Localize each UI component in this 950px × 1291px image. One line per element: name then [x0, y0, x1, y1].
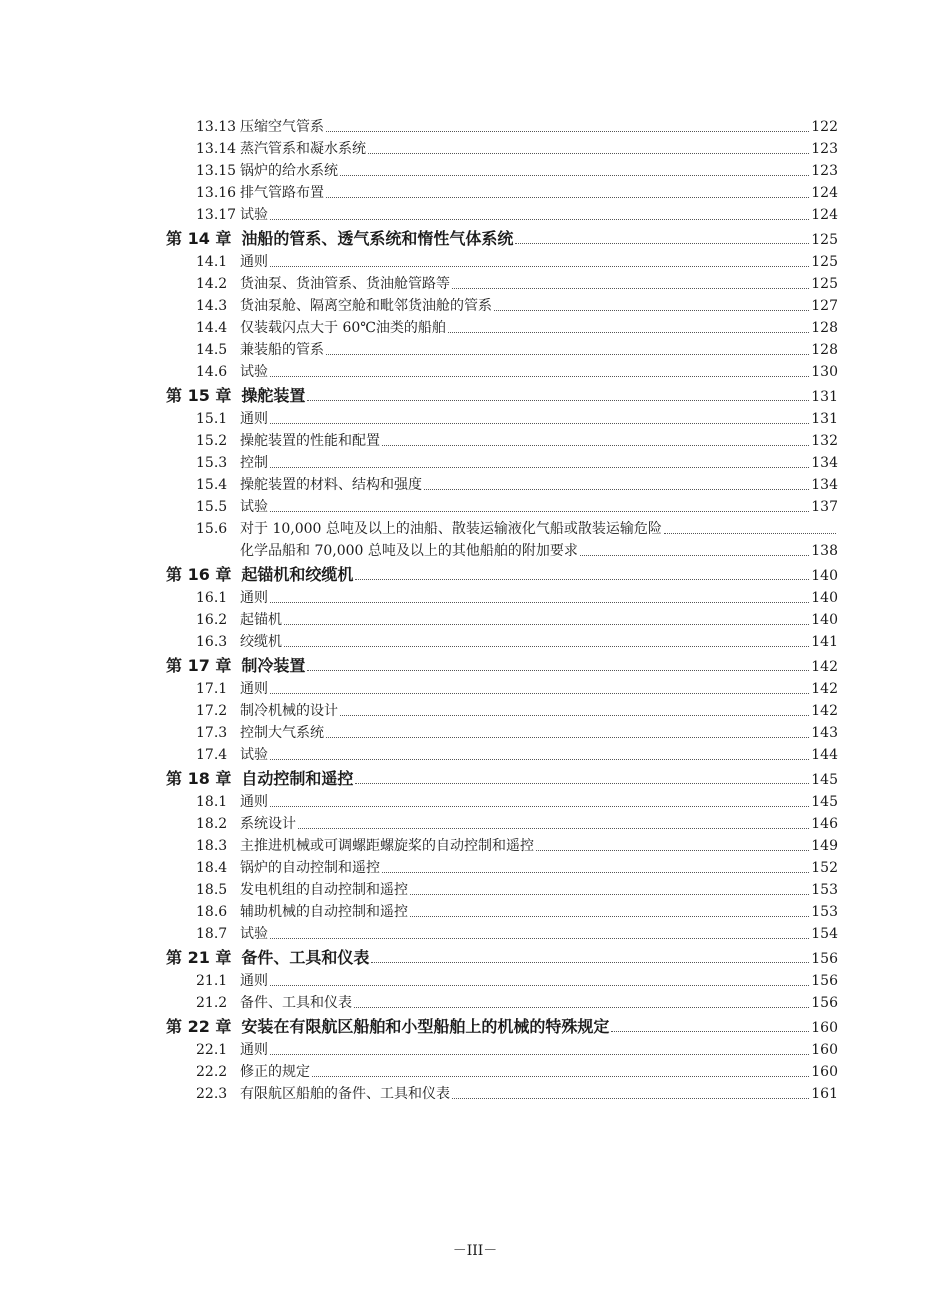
toc-dot-leader	[382, 871, 809, 873]
toc-entry-title: 通则	[240, 681, 268, 697]
toc-entry-page: 124	[811, 207, 838, 223]
toc-entry-page: 149	[811, 838, 838, 854]
toc-entry-page: 130	[811, 364, 838, 380]
toc-entry-number: 15.6	[196, 521, 228, 537]
toc-entry-page: 123	[811, 141, 838, 157]
toc-entry-page: 140	[811, 612, 838, 628]
toc-section-row[interactable]	[166, 496, 838, 518]
toc-entry-title: 蒸汽管系和凝水系统	[240, 141, 366, 157]
toc-entry-number: 14.3	[196, 298, 228, 314]
toc-entry-title: 控制大气系统	[240, 725, 324, 741]
toc-section-row[interactable]	[166, 160, 838, 182]
toc-dot-leader	[326, 353, 809, 355]
toc-entry-number: 15.5	[196, 499, 228, 515]
toc-section-row[interactable]	[166, 879, 838, 901]
toc-entry-number: 13.14	[196, 141, 237, 157]
toc-entry-page: 140	[811, 590, 838, 606]
toc-entry-number: 13.16	[196, 185, 237, 201]
toc-entry-title: 对于 10,000 总吨及以上的油船、散装运输液化气船或散装运输危险	[240, 521, 662, 537]
toc-entry-title: 化学品船和 70,000 总吨及以上的其他船舶的附加要求	[240, 543, 578, 559]
toc-entry-page: 145	[811, 794, 838, 810]
toc-entry-page: 131	[811, 411, 838, 427]
toc-entry-page: 142	[811, 681, 838, 697]
toc-dot-leader	[270, 984, 809, 986]
toc-entry-title: 试验	[240, 499, 268, 515]
toc-entry-page: 160	[811, 1064, 838, 1080]
toc-entry-number: 第 15 章	[166, 386, 232, 405]
toc-entry-page: 153	[811, 904, 838, 920]
toc-entry-number: 13.17	[196, 207, 237, 223]
toc-entry-number: 13.13	[196, 119, 237, 135]
toc-entry-page: 127	[811, 298, 838, 314]
toc-entry-page: 143	[811, 725, 838, 741]
toc-entry-page: 128	[811, 320, 838, 336]
toc-entry-title: 试验	[240, 207, 268, 223]
toc-entry-number: 21.1	[196, 973, 228, 989]
toc-entry-title: 通则	[240, 1042, 268, 1058]
toc-section-row[interactable]	[166, 813, 838, 835]
toc-dot-leader	[270, 692, 809, 694]
toc-section-row[interactable]	[166, 452, 838, 474]
toc-section-row[interactable]	[166, 923, 838, 945]
toc-chapter-row[interactable]	[166, 1015, 838, 1039]
toc-entry-title: 备件、工具和仪表	[240, 995, 352, 1011]
toc-dot-leader	[326, 130, 809, 132]
toc-entry-number: 14.2	[196, 276, 228, 292]
toc-entry-page: 144	[811, 747, 838, 763]
toc-dot-leader	[270, 218, 809, 220]
toc-entry-title: 备件、工具和仪表	[241, 948, 370, 967]
toc-dot-leader	[270, 1053, 809, 1055]
toc-dot-leader	[664, 532, 836, 534]
toc-section-row[interactable]	[166, 1039, 838, 1061]
toc-dot-leader	[424, 488, 809, 490]
toc-entry-title: 油船的管系、透气系统和惰性气体系统	[241, 229, 514, 248]
toc-entry-title: 试验	[240, 926, 268, 942]
toc-entry-number: 13.15	[196, 163, 237, 179]
toc-section-row[interactable]	[166, 204, 838, 226]
toc-section-row[interactable]	[166, 317, 838, 339]
toc-dot-leader	[580, 554, 809, 556]
toc-chapter-row[interactable]	[166, 384, 838, 408]
toc-entry-page: 160	[811, 1042, 838, 1058]
toc-entry-title: 安装在有限航区船舶和小型船舶上的机械的特殊规定	[241, 1017, 610, 1036]
toc-dot-leader	[270, 601, 809, 603]
toc-entry-page: 125	[811, 254, 838, 270]
toc-dot-leader	[340, 714, 809, 716]
toc-entry-title: 制冷装置	[241, 656, 306, 675]
toc-entry-title: 主推进机械或可调螺距螺旋桨的自动控制和遥控	[240, 838, 534, 854]
toc-entry-number: 17.3	[196, 725, 228, 741]
toc-entry-title: 试验	[240, 747, 268, 763]
toc-entry-number: 18.5	[196, 882, 228, 898]
toc-chapter-row[interactable]	[166, 946, 838, 970]
toc-chapter-row[interactable]	[166, 227, 838, 251]
toc-entry-title: 排气管路布置	[240, 185, 324, 201]
toc-entry-title: 锅炉的给水系统	[240, 163, 338, 179]
toc-dot-leader	[452, 1097, 809, 1099]
toc-section-row[interactable]	[166, 361, 838, 383]
toc-entry-number: 18.3	[196, 838, 228, 854]
toc-dot-leader	[355, 782, 809, 784]
toc-dot-leader	[326, 196, 809, 198]
toc-chapter-row[interactable]	[166, 767, 838, 791]
toc-section-row[interactable]	[166, 744, 838, 766]
toc-section-row[interactable]	[166, 835, 838, 857]
toc-entry-number: 第 18 章	[166, 769, 232, 788]
toc-entry-number: 15.2	[196, 433, 228, 449]
toc-entry-page: 125	[811, 232, 838, 248]
toc-entry-page: 142	[811, 703, 838, 719]
toc-dot-leader	[355, 578, 809, 580]
toc-entry-title: 有限航区船舶的备件、工具和仪表	[240, 1086, 450, 1102]
toc-section-row[interactable]	[166, 587, 838, 609]
toc-entry-title: 锅炉的自动控制和遥控	[240, 860, 380, 876]
toc-entry-number: 22.2	[196, 1064, 228, 1080]
toc-entry-page: 123	[811, 163, 838, 179]
toc-entry-page: 146	[811, 816, 838, 832]
toc-dot-leader	[371, 961, 809, 963]
toc-entry-number: 第 22 章	[166, 1017, 232, 1036]
toc-section-row[interactable]	[166, 430, 838, 452]
toc-entry-number: 18.6	[196, 904, 228, 920]
toc-entry-title: 绞缆机	[240, 634, 282, 650]
toc-dot-leader	[452, 287, 809, 289]
toc-entry-number: 15.1	[196, 411, 228, 427]
toc-entry-page: 124	[811, 185, 838, 201]
toc-entry-page: 134	[811, 477, 838, 493]
toc-entry-number: 第 21 章	[166, 948, 232, 967]
toc-dot-leader	[270, 375, 809, 377]
toc-section-row[interactable]	[166, 540, 838, 562]
toc-entry-number: 17.2	[196, 703, 228, 719]
toc-entry-title: 通则	[240, 973, 268, 989]
toc-section-row[interactable]	[166, 631, 838, 653]
toc-entry-page: 125	[811, 276, 838, 292]
toc-dot-leader	[270, 265, 809, 267]
toc-entry-title: 试验	[240, 364, 268, 380]
toc-entry-title: 通则	[240, 254, 268, 270]
toc-dot-leader	[611, 1030, 809, 1032]
toc-dot-leader	[536, 849, 809, 851]
toc-entry-number: 22.3	[196, 1086, 228, 1102]
toc-entry-page: 153	[811, 882, 838, 898]
toc-entry-title: 操舵装置的材料、结构和强度	[240, 477, 422, 493]
toc-entry-title: 通则	[240, 411, 268, 427]
toc-entry-title: 起锚机和绞缆机	[241, 565, 354, 584]
toc-entry-number: 第 14 章	[166, 229, 232, 248]
toc-entry-number: 15.3	[196, 455, 228, 471]
toc-entry-page: 156	[811, 995, 838, 1011]
toc-entry-title: 制冷机械的设计	[240, 703, 338, 719]
toc-entry-number: 16.2	[196, 612, 228, 628]
toc-entry-title: 辅助机械的自动控制和遥控	[240, 904, 408, 920]
toc-entry-title: 系统设计	[240, 816, 296, 832]
toc-entry-page: 160	[811, 1020, 838, 1036]
toc-section-row[interactable]	[166, 791, 838, 813]
toc-entry-page: 131	[811, 389, 838, 405]
toc-dot-leader	[270, 937, 809, 939]
toc-entry-page: 138	[811, 543, 838, 559]
page-number-footer: －III－	[452, 1243, 498, 1259]
toc-entry-page: 156	[811, 951, 838, 967]
toc-entry-page: 156	[811, 973, 838, 989]
toc-entry-title: 货油泵、货油管系、货油舱管路等	[240, 276, 450, 292]
toc-entry-number: 18.4	[196, 860, 228, 876]
toc-section-row[interactable]	[166, 273, 838, 295]
toc-dot-leader	[515, 242, 809, 244]
toc-section-row[interactable]	[166, 408, 838, 430]
toc-entry-page: 122	[811, 119, 838, 135]
toc-entry-page: 137	[811, 499, 838, 515]
toc-section-row[interactable]	[166, 609, 838, 631]
toc-entry-number: 18.7	[196, 926, 228, 942]
toc-entry-title: 操舵装置的性能和配置	[240, 433, 380, 449]
toc-entry-title: 发电机组的自动控制和遥控	[240, 882, 408, 898]
toc-section-row[interactable]	[166, 295, 838, 317]
toc-dot-leader	[368, 152, 809, 154]
toc-entry-number: 21.2	[196, 995, 228, 1011]
toc-dot-leader	[312, 1075, 809, 1077]
toc-entry-page: 145	[811, 772, 838, 788]
toc-entry-page: 128	[811, 342, 838, 358]
toc-entry-page: 154	[811, 926, 838, 942]
toc-entry-number: 14.1	[196, 254, 228, 270]
toc-section-row[interactable]	[166, 474, 838, 496]
toc-entry-number: 22.1	[196, 1042, 228, 1058]
toc-chapter-row[interactable]	[166, 654, 838, 678]
toc-section-row[interactable]	[166, 138, 838, 160]
toc-dot-leader	[410, 915, 809, 917]
toc-entry-number: 16.3	[196, 634, 228, 650]
toc-dot-leader	[270, 422, 809, 424]
toc-entry-number: 18.1	[196, 794, 228, 810]
toc-dot-leader	[448, 331, 809, 333]
toc-entry-number: 14.6	[196, 364, 228, 380]
toc-entry-title: 兼装船的管系	[240, 342, 324, 358]
toc-entry-number: 14.5	[196, 342, 228, 358]
toc-entry-number: 第 17 章	[166, 656, 232, 675]
toc-entry-title: 货油泵舱、隔离空舱和毗邻货油舱的管系	[240, 298, 492, 314]
toc-dot-leader	[270, 758, 809, 760]
toc-entry-number: 17.4	[196, 747, 228, 763]
toc-dot-leader	[284, 623, 809, 625]
toc-entry-page: 132	[811, 433, 838, 449]
toc-entry-title: 仅装载闪点大于 60℃油类的船舶	[240, 320, 446, 336]
toc-section-row[interactable]	[166, 1083, 838, 1105]
table-of-contents	[166, 116, 838, 1105]
toc-section-row[interactable]	[166, 251, 838, 273]
toc-section-row[interactable]	[166, 700, 838, 722]
toc-entry-title: 控制	[240, 455, 268, 471]
toc-dot-leader	[298, 827, 809, 829]
toc-entry-title: 修正的规定	[240, 1064, 310, 1080]
toc-section-row[interactable]	[166, 722, 838, 744]
toc-section-row[interactable]	[166, 182, 838, 204]
toc-entry-number: 15.4	[196, 477, 228, 493]
toc-dot-leader	[270, 466, 809, 468]
toc-entry-title: 自动控制和遥控	[241, 769, 354, 788]
toc-section-row[interactable]	[166, 339, 838, 361]
toc-section-row[interactable]	[166, 857, 838, 879]
toc-entry-page: 140	[811, 568, 838, 584]
toc-dot-leader	[284, 645, 809, 647]
toc-entry-title: 通则	[240, 590, 268, 606]
toc-dot-leader	[270, 805, 809, 807]
toc-entry-page: 142	[811, 659, 838, 675]
toc-dot-leader	[307, 669, 809, 671]
toc-entry-title: 通则	[240, 794, 268, 810]
toc-dot-leader	[410, 893, 809, 895]
toc-dot-leader	[354, 1006, 809, 1008]
toc-dot-leader	[326, 736, 809, 738]
toc-entry-number: 第 16 章	[166, 565, 232, 584]
toc-entry-number: 16.1	[196, 590, 228, 606]
toc-entry-title: 压缩空气管系	[240, 119, 324, 135]
toc-entry-page: 161	[811, 1086, 838, 1102]
toc-section-row[interactable]	[166, 901, 838, 923]
toc-chapter-row[interactable]	[166, 563, 838, 587]
toc-dot-leader	[307, 399, 809, 401]
toc-entry-title: 起锚机	[240, 612, 282, 628]
toc-dot-leader	[494, 309, 809, 311]
toc-section-row[interactable]	[166, 678, 838, 700]
toc-section-row[interactable]	[166, 116, 838, 138]
toc-entry-number: 18.2	[196, 816, 228, 832]
toc-dot-leader	[340, 174, 809, 176]
toc-section-row[interactable]	[166, 1061, 838, 1083]
toc-dot-leader	[270, 510, 809, 512]
toc-entry-page: 152	[811, 860, 838, 876]
toc-dot-leader	[382, 444, 809, 446]
toc-entry-title: 操舵装置	[241, 386, 306, 405]
toc-entry-number: 14.4	[196, 320, 228, 336]
toc-section-row[interactable]	[166, 992, 838, 1014]
toc-entry-page: 141	[811, 634, 838, 650]
toc-entry-number: 17.1	[196, 681, 228, 697]
toc-section-row[interactable]	[166, 518, 838, 540]
toc-entry-page: 134	[811, 455, 838, 471]
toc-section-row[interactable]	[166, 970, 838, 992]
